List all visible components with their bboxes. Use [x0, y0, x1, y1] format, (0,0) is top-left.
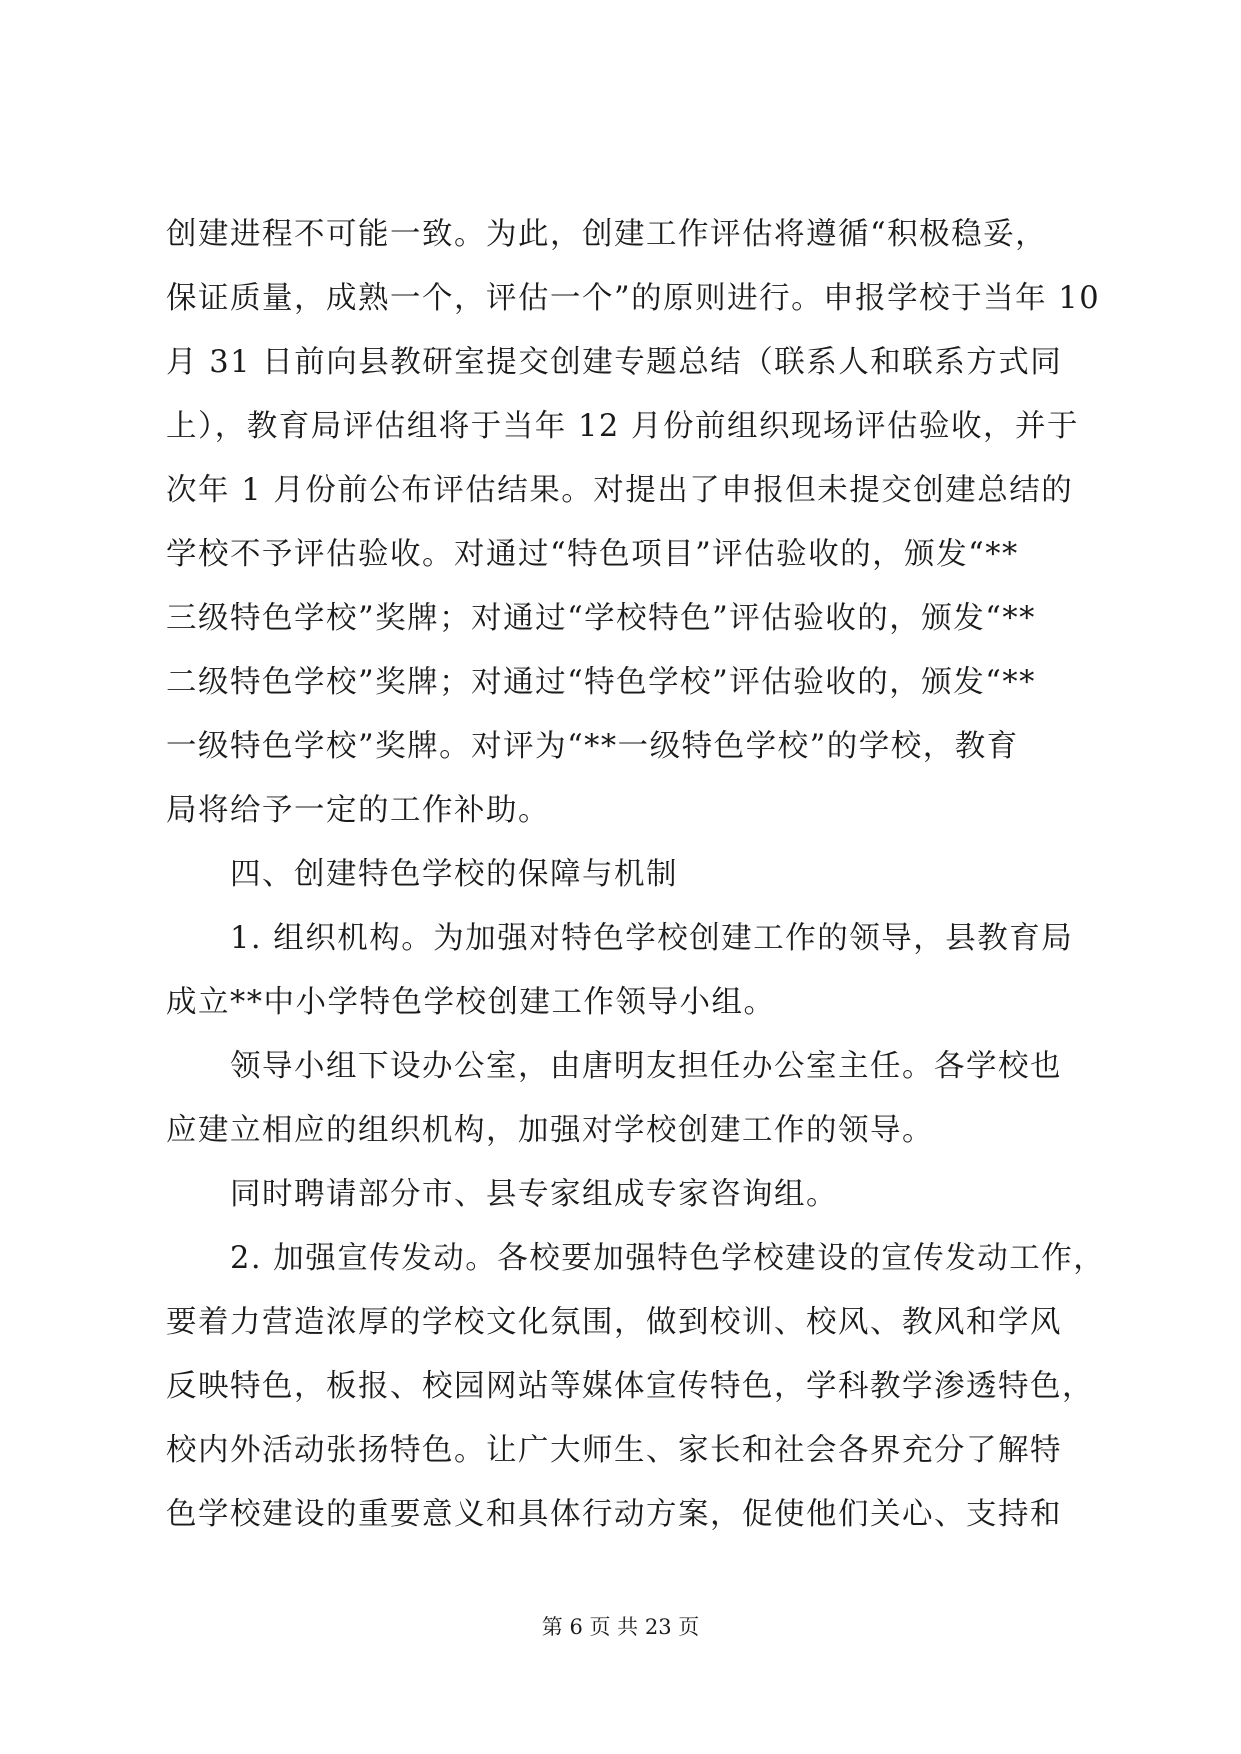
page-number-footer: 第 6 页 共 23 页 — [541, 1615, 700, 1639]
text-line: 次年 1 月份前公布评估结果。对提出了申报但未提交创建总结的 — [166, 473, 1074, 508]
text-line: 成立**中小学特色学校创建工作领导小组。 — [166, 985, 776, 1020]
text-line: 同时聘请部分市、县专家组成专家咨询组。 — [230, 1177, 838, 1212]
text-line: 保证质量，成熟一个，评估一个”的原则进行。申报学校于当年 10 — [166, 281, 1101, 316]
text-line: 1. 组织机构。为加强对特色学校创建工作的领导，县教育局 — [230, 921, 1074, 956]
text-line: 应建立相应的组织机构，加强对学校创建工作的领导。 — [166, 1113, 934, 1148]
text-line: 创建进程不可能一致。为此，创建工作评估将遵循“积极稳妥， — [166, 217, 1048, 252]
text-line: 月 31 日前向县教研室提交创建专题总结（联系人和联系方式同 — [166, 345, 1063, 380]
text-line: 局将给予一定的工作补助。 — [166, 793, 550, 828]
section-heading: 四、创建特色学校的保障与机制 — [230, 857, 678, 892]
text-line: 二级特色学校”奖牌；对通过“特色学校”评估验收的，颁发“** — [166, 665, 1036, 700]
document-body — [166, 203, 1106, 1547]
text-line: 校内外活动张扬特色。让广大师生、家长和社会各界充分了解特 — [166, 1433, 1062, 1468]
text-line: 2. 加强宣传发动。各校要加强特色学校建设的宣传发动工作， — [230, 1241, 1106, 1276]
text-line: 三级特色学校”奖牌；对通过“学校特色”评估验收的，颁发“** — [166, 601, 1036, 636]
text-line: 学校不予评估验收。对通过“特色项目”评估验收的，颁发“** — [166, 537, 1019, 572]
text-line: 要着力营造浓厚的学校文化氛围，做到校训、校风、教风和学风 — [166, 1305, 1062, 1340]
text-line: 领导小组下设办公室，由唐明友担任办公室主任。各学校也 — [230, 1049, 1062, 1084]
text-line: 上），教育局评估组将于当年 12 月份前组织现场评估验收，并于 — [166, 409, 1079, 444]
text-line: 一级特色学校”奖牌。对评为“**一级特色学校”的学校，教育 — [166, 729, 1019, 764]
text-line: 色学校建设的重要意义和具体行动方案，促使他们关心、支持和 — [166, 1497, 1062, 1532]
text-line: 反映特色，板报、校园网站等媒体宣传特色，学科教学渗透特色， — [166, 1369, 1094, 1404]
